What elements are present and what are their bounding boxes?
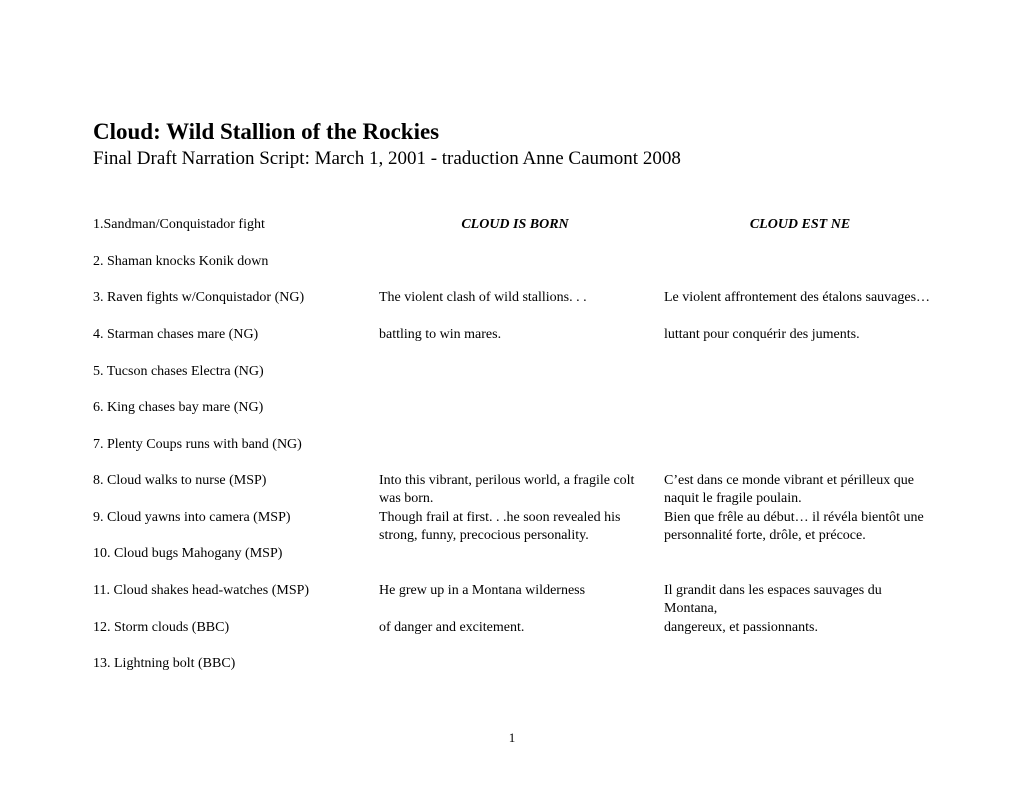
translation-line: Bien que frêle au début… il révéla bientôt une personnalité forte, drôle, et précoce. (664, 510, 924, 544)
scene-item: 10. Cloud bugs Mahogany (MSP) (93, 546, 283, 561)
scene-item: 7. Plenty Coups runs with band (NG) (93, 437, 302, 452)
scene-item: 1.Sandman/Conquistador fight (93, 217, 265, 232)
scene-item: 13. Lightning bolt (BBC) (93, 656, 236, 671)
translation-line: luttant pour conquérir des juments. (664, 327, 860, 342)
scene-item: 8. Cloud walks to nurse (MSP) (93, 473, 267, 488)
translation-line: Il grandit dans les espaces sauvages du Montana, (664, 583, 882, 617)
scene-item: 9. Cloud yawns into camera (MSP) (93, 510, 291, 525)
translation-line: Le violent affrontement des étalons sauvages… (664, 290, 931, 305)
page-number: 1 (508, 730, 516, 745)
translation-column-header: CLOUD EST NE (749, 217, 851, 232)
narration-line: Into this vibrant, perilous world, a fragile colt was born. (379, 473, 635, 507)
narration-line: Though frail at first. . .he soon revealed his strong, funny, precocious personality. (379, 510, 621, 544)
scene-item: 6. King chases bay mare (NG) (93, 400, 264, 415)
scene-item: 11. Cloud shakes head-watches (MSP) (93, 583, 310, 598)
document-subtitle: Final Draft Narration Script: March 1, 2001 - traduction Anne Caumont 2008 (93, 148, 681, 169)
scene-item: 2. Shaman knocks Konik down (93, 254, 269, 269)
narration-column-header: CLOUD IS BORN (461, 217, 569, 232)
scene-item: 12. Storm clouds (BBC) (93, 620, 230, 635)
scene-item: 5. Tucson chases Electra (NG) (93, 364, 264, 379)
narration-line: battling to win mares. (379, 327, 502, 342)
scene-item: 4. Starman chases mare (NG) (93, 327, 259, 342)
narration-line: of danger and excitement. (379, 620, 525, 635)
translation-line: C’est dans ce monde vibrant et périlleux que naquit le fragile poulain. (664, 473, 914, 507)
translation-line: dangereux, et passionnants. (664, 620, 818, 635)
narration-line: The violent clash of wild stallions. . . (379, 290, 587, 305)
document-title: Cloud: Wild Stallion of the Rockies (93, 119, 440, 144)
narration-line: He grew up in a Montana wilderness (379, 583, 586, 598)
scene-item: 3. Raven fights w/Conquistador (NG) (93, 290, 305, 305)
